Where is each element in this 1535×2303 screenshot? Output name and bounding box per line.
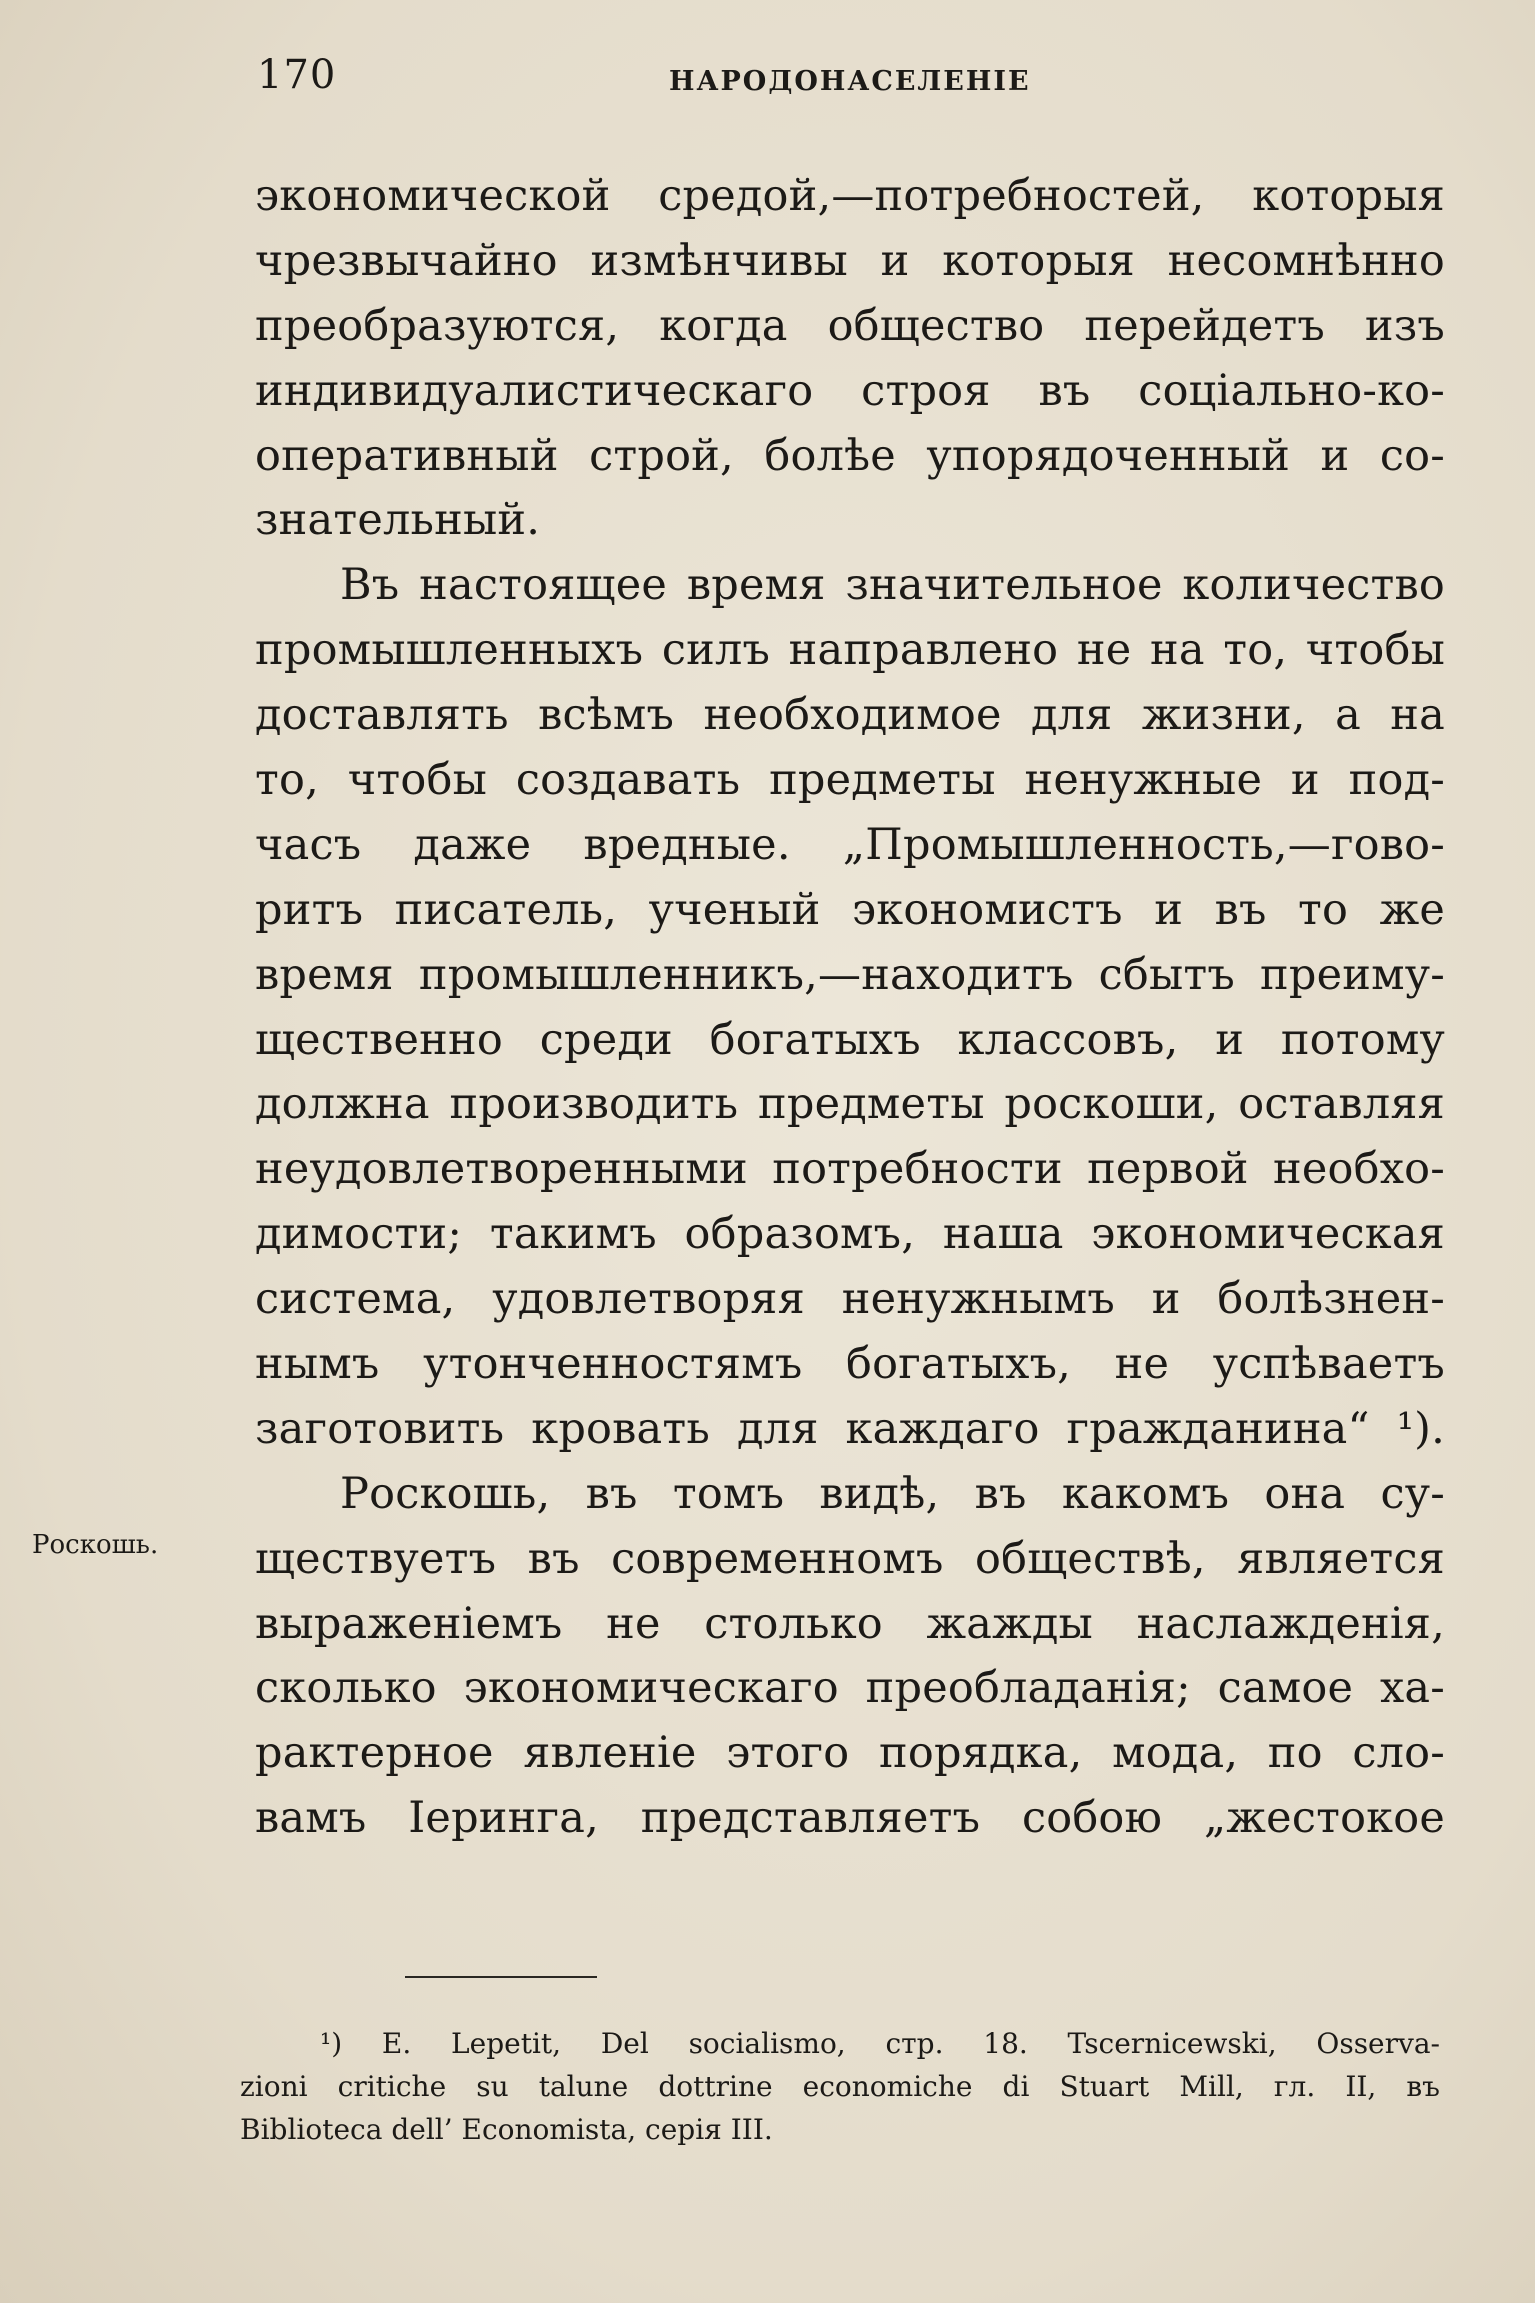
text-line: нымъ утонченностямъ богатыхъ, не успѣваетъ: [255, 1339, 1445, 1390]
text-line: щественно среди богатыхъ классовъ, и потому: [255, 1014, 1445, 1065]
text-line: преобразуются, когда общество перейдетъ изъ: [255, 300, 1445, 351]
text-line: экономической средой,—потребностей, которыя: [255, 171, 1445, 221]
text-line: ществуетъ въ современномъ обществѣ, является: [255, 1533, 1445, 1584]
footnote-line: ¹) E. Lepetit, Del socialismo, стр. 18. Tscernicewski, Osserva-: [320, 2027, 1440, 2060]
text-line: время промышленникъ,—находитъ сбытъ преиму-: [255, 949, 1445, 1000]
text-line: доставлять всѣмъ необходимое для жизни, а на: [255, 690, 1445, 741]
text-line: ритъ писатель, ученый экономистъ и въ то же: [255, 884, 1445, 935]
text-line: оперативный строй, болѣе упорядоченный и со-: [255, 430, 1445, 481]
text-line: вамъ Іеринга, представляетъ собою „жестокое: [255, 1793, 1445, 1844]
text-line: то, чтобы создавать предметы ненужные и под-: [255, 755, 1445, 806]
text-line: чрезвычайно измѣнчивы и которыя несомнѣнно: [255, 235, 1445, 286]
footnote: [240, 2022, 1440, 2151]
main-text: [255, 164, 1445, 1851]
footnote-line: zioni critiche su talune dottrine economiche di Stuart Mill, гл. II, въ: [240, 2070, 1440, 2103]
text-line: Въ настоящее время значительное количество: [340, 560, 1445, 611]
text-line: рактерное явленіе этого порядка, мода, по сло-: [255, 1728, 1445, 1779]
text-line: знательный.: [255, 495, 541, 546]
text-line: димости; такимъ образомъ, наша экономическая: [255, 1209, 1445, 1260]
text-line: неудовлетворенными потребности первой необхо-: [255, 1144, 1445, 1195]
page-header: [255, 52, 1445, 112]
running-title: НАРОДОНАСЕЛЕНІЕ: [669, 66, 1031, 97]
text-line: промышленныхъ силъ направлено не на то, чтобы: [255, 625, 1445, 676]
text-line: должна производить предметы роскоши, оставляя: [255, 1079, 1445, 1130]
text-line: выраженіемъ не столько жажды наслажденія,: [255, 1598, 1445, 1649]
footnote-line: Biblioteca dell’ Economista, серія III.: [240, 2113, 773, 2146]
text-line: сколько экономическаго преобладанія; самое ха-: [255, 1663, 1445, 1714]
text-line: заготовить кровать для каждаго гражданина“ ¹).: [255, 1403, 1445, 1454]
text-line: система, удовлетворяя ненужнымъ и болѣзнен-: [255, 1274, 1445, 1325]
footnote-divider: [405, 1976, 597, 1978]
marginal-note: Роскошь.: [32, 1530, 159, 1560]
text-line: индивидуалистическаго строя въ соціально-ко-: [255, 365, 1445, 416]
text-line: Роскошь, въ томъ видѣ, въ какомъ она су-: [340, 1468, 1445, 1519]
page-number: 170: [257, 52, 337, 98]
text-line: часъ даже вредные. „Промышленность,—гово-: [255, 819, 1445, 870]
